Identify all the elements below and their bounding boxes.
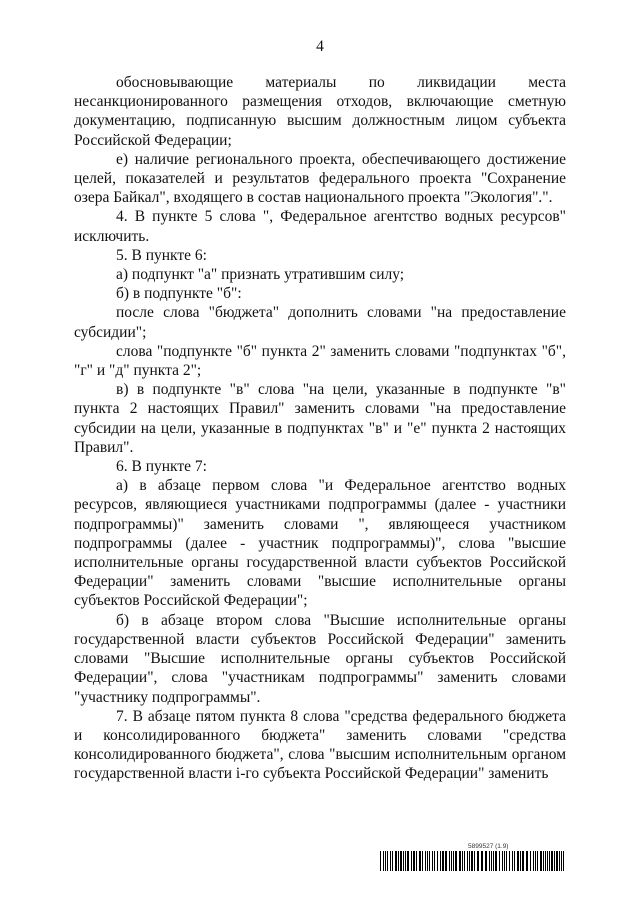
document-code: 5899527 (1.9) <box>468 843 509 850</box>
paragraph-point-5-b-1: после слова "бюджета" дополнить словами "на предоставление субсидии"; <box>74 304 566 341</box>
paragraph-point-6-a: а) в абзаце первом слова "и Федеральное агентство водных ресурсов, являющиеся участниками подпрограммы (далее - участники подпрограммы)" заменить словами ", являющееся участником подпрограммы (далее - участник подпрограммы)", слова "высшие исполнительные органы государственной власти субъектов Российской Федерации" заменить словами "высшие исполнительные органы субъектов Российской Федерации"; <box>74 477 566 610</box>
paragraph-point-5-b: б) в подпункте "б": <box>116 285 242 303</box>
paragraph-point-7: 7. В абзаце пятом пункта 8 слова "средства федерального бюджета и консолидированного бюджета" заменить словами "средства консолидированного бюджета", слова "высшим исполнительным органом государственной власти i-го субъекта Российской Федерации" заменить <box>74 707 566 783</box>
paragraph-point-6-b: б) в абзаце втором слова "Высшие исполнительные органы государственной власти субъектов Российской Федерации" заменить словами "Высшие исполнительные органы субъектов Российской Федерации", слова "участникам подпрограммы" заменить словами "участнику подпрограммы". <box>74 611 566 706</box>
page-number: 4 <box>316 38 324 55</box>
paragraph-point-5-a: а) подпункт "а" признать утратившим силу; <box>116 266 405 284</box>
paragraph-item-e: е) наличие регионального проекта, обеспечивающего достижение целей, показателей и результатов федерального проекта "Сохранение озера Байкал", входящего в состав национального проекта "Экология".". <box>74 150 566 207</box>
paragraph-point-4: 4. В пункте 5 слова ", Федеральное агентство водных ресурсов" исключить. <box>74 208 566 245</box>
paragraph-continuation: обосновывающие материалы по ликвидации места несанкционированного размещения отходов, включающие сметную документацию, подписанную высшим должностным лицом субъекта Российской Федерации; <box>74 74 566 149</box>
document-body <box>74 73 566 784</box>
paragraph-point-6: 6. В пункте 7: <box>116 458 207 476</box>
paragraph-point-5: 5. В пункте 6: <box>116 246 207 264</box>
paragraph-point-5-v: в) в подпункте "в" слова "на цели, указанные в подпункте "в" пункта 2 настоящих Правил" заменить словами "на предоставление субсидии на цели, указанные в подпунктах "в" и "е" пункта 2 настоящих Правил". <box>74 381 566 456</box>
barcode <box>380 851 566 871</box>
paragraph-point-5-b-2: слова "подпункте "б" пункта 2" заменить словами "подпунктах "б", "г" и "д" пункта 2"; <box>74 342 566 380</box>
